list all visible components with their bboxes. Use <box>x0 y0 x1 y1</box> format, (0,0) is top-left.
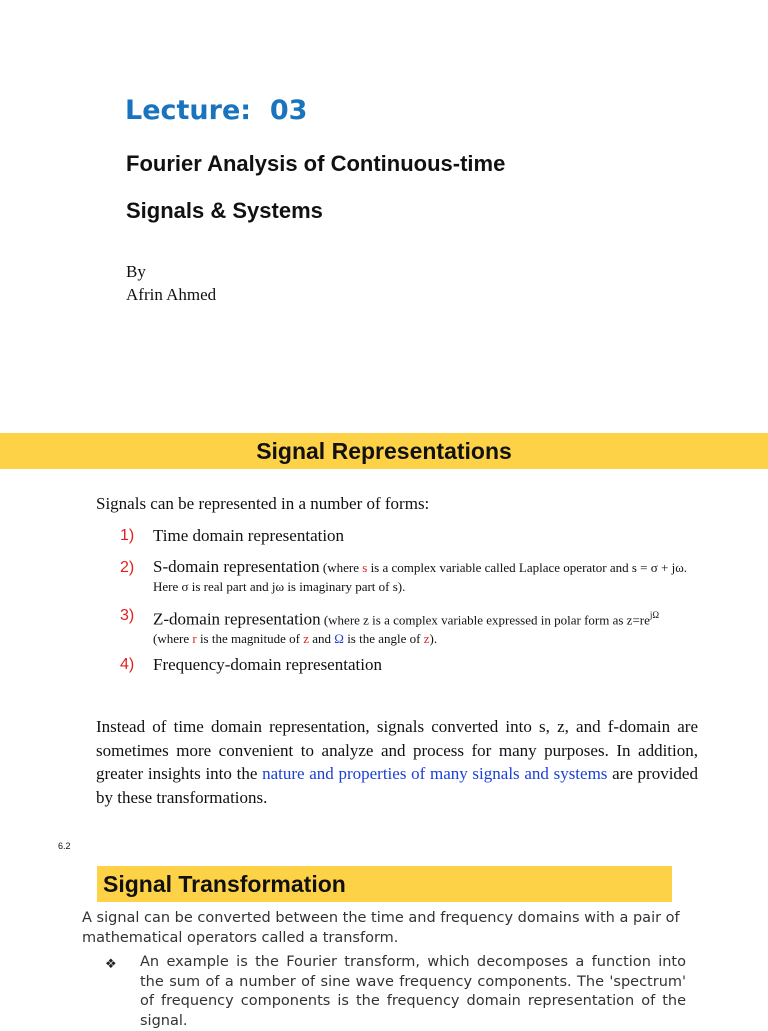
page-number: 6.2 <box>58 841 71 851</box>
subtitle-line-2: Signals & Systems <box>126 198 323 223</box>
item-number: 3) <box>120 607 135 624</box>
variable-z: z <box>423 631 430 647</box>
intro-text: Signals can be represented in a number of forms: <box>96 494 430 513</box>
item-note: (where z is a complex variable expressed in polar form as z=re <box>320 612 650 628</box>
section-title-signal-transformation: Signal Transformation <box>103 871 346 897</box>
section-title-signal-representations: Signal Representations <box>256 438 512 464</box>
diamond-bullet-icon: ❖ <box>105 956 117 971</box>
variable-r: r <box>192 631 197 647</box>
item-label: S-domain representation <box>153 557 320 576</box>
item-note: (where <box>319 560 363 575</box>
item-note: is the magnitude of <box>196 631 304 647</box>
item-time-domain: Time domain representation <box>153 526 345 545</box>
transform-definition-text: A signal can be converted between the time and frequency domains with a pair of mathematical operators called a transform. <box>82 910 680 946</box>
paragraph-text: are provided by these transformations. <box>96 764 698 807</box>
item-note: (where <box>153 631 193 647</box>
item-s-domain <box>153 557 698 596</box>
section-header-bar <box>0 433 768 469</box>
fourier-example-text: An example is the Fourier transform, which decomposes a function into the sum of a number of sine wave frequency components. The 'spectrum' of frequency components is the frequency domain representation of the signal. <box>140 954 686 1029</box>
paragraph-text: Instead of time domain representation, signals converted into s, z, and f-domain are sometimes more convenient to analyze and process for many purposes. In addition, greater insights into the <box>96 717 698 783</box>
item-note: and <box>308 631 335 647</box>
section-header-bar <box>97 866 672 902</box>
item-note: is the angle of <box>343 631 424 647</box>
exponent: jΩ <box>649 610 660 620</box>
variable-z: z <box>303 631 309 647</box>
paragraph-highlight: nature and properties of many signals and systems <box>262 764 608 783</box>
item-label: Z-domain representation <box>153 609 321 629</box>
item-number: 2) <box>120 559 135 576</box>
item-z-domain <box>153 606 698 648</box>
by-label: By <box>126 262 146 281</box>
item-number: 4) <box>120 656 135 673</box>
variable-s: s <box>362 560 368 575</box>
item-number: 1) <box>120 527 135 544</box>
variable-omega: Ω <box>334 631 344 647</box>
subtitle-line-1: Fourier Analysis of Continuous-time <box>126 151 506 176</box>
item-note: ). <box>429 631 438 647</box>
transform-paragraph <box>96 715 698 809</box>
author-name: Afrin Ahmed <box>126 285 217 304</box>
item-frequency-domain: Frequency-domain representation <box>153 655 382 674</box>
item-note: is a complex variable called Laplace operator and s = σ + jω. Here σ is real part and jω is imaginary part of s). <box>153 560 688 594</box>
lecture-title: Lecture: 03 <box>125 95 308 126</box>
